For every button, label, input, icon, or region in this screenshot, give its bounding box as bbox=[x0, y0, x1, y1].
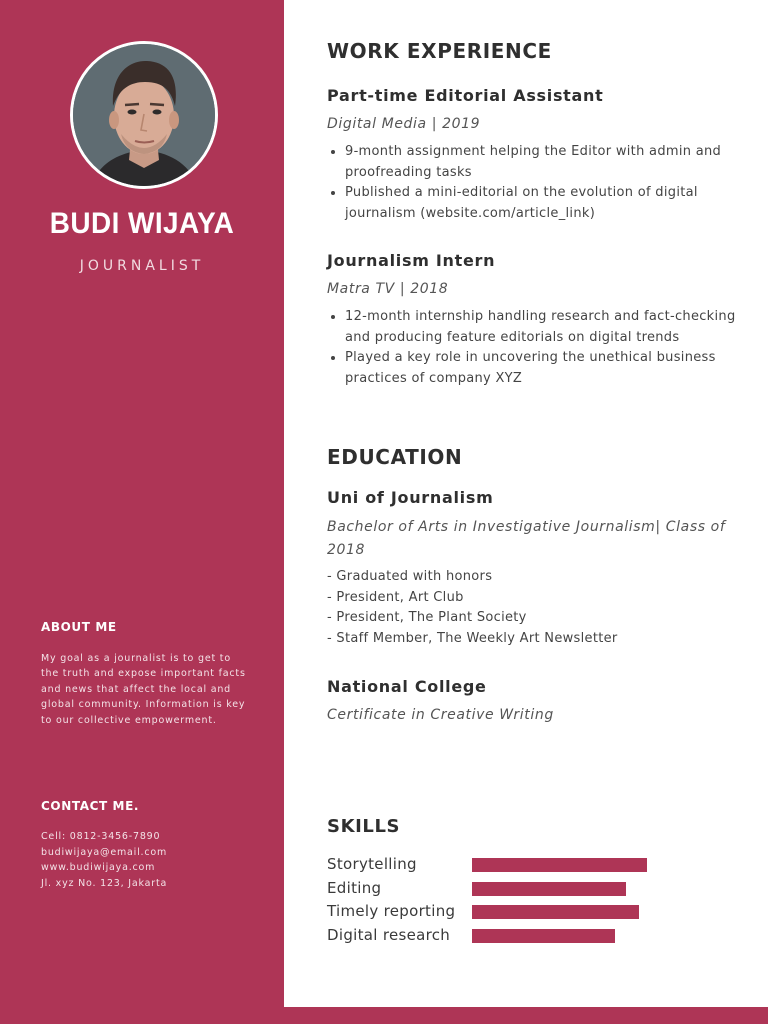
list-item: - President, The Plant Society bbox=[327, 610, 527, 625]
contact-website[interactable]: www.budiwijaya.com bbox=[41, 862, 156, 873]
about-heading: ABOUT ME bbox=[41, 620, 117, 634]
list-item: • Played a key role in uncovering the unethical business practices of company XYZ bbox=[345, 348, 745, 389]
skill-row bbox=[327, 926, 747, 950]
job-title: JOURNALIST bbox=[79, 258, 205, 274]
list-item: - Graduated with honors bbox=[327, 569, 493, 584]
skill-label: Timely reporting bbox=[327, 902, 456, 920]
skill-label: Storytelling bbox=[327, 855, 417, 873]
bottom-accent-bar bbox=[284, 1007, 768, 1024]
list-item: - President, Art Club bbox=[327, 589, 464, 605]
portrait-image bbox=[73, 44, 215, 186]
job-2-title: Journalism Intern bbox=[327, 251, 496, 270]
contact-address: Jl. xyz No. 123, Jakarta bbox=[41, 877, 168, 889]
about-text: My goal as a journalist is to get to the truth and expose important facts and news that affect the local and global community. Information is key to our collective empowerment. bbox=[41, 653, 246, 726]
list-item: • Published a mini-editorial on the evolution of digital journalism (website.com/article_link) bbox=[345, 183, 745, 224]
skill-row bbox=[327, 902, 747, 926]
skill-level-bar bbox=[472, 858, 647, 872]
person-name: BUDI WIJAYA bbox=[49, 207, 235, 240]
skill-level-bar bbox=[472, 882, 626, 896]
contact-heading: CONTACT ME. bbox=[41, 799, 140, 813]
skill-level-bar bbox=[472, 905, 639, 919]
job-2-bullets bbox=[327, 307, 745, 389]
list-item: • 9-month assignment helping the Editor with admin and proofreading tasks bbox=[345, 142, 745, 183]
job-1-title: Part-time Editorial Assistant bbox=[327, 86, 604, 105]
job-1-bullets bbox=[327, 142, 745, 224]
school-2-name: National College bbox=[327, 677, 487, 696]
skill-level-bar bbox=[472, 929, 615, 943]
school-2-degree: Certificate in Creative Writing bbox=[327, 707, 554, 723]
profile-photo bbox=[70, 41, 218, 189]
skill-label: Editing bbox=[327, 879, 382, 897]
skill-row bbox=[327, 855, 747, 879]
skill-row bbox=[327, 879, 747, 903]
contact-list bbox=[41, 829, 167, 891]
skill-track bbox=[472, 905, 662, 919]
education-heading: EDUCATION bbox=[327, 445, 463, 469]
contact-phone: Cell: 0812-3456-7890 bbox=[41, 831, 161, 842]
school-1-items bbox=[327, 567, 618, 649]
skill-track bbox=[472, 858, 662, 872]
skill-label: Digital research bbox=[327, 926, 451, 944]
sidebar bbox=[0, 0, 284, 1024]
school-1-degree: Bachelor of Arts in Investigative Journalism| Class of 2018 bbox=[327, 519, 726, 558]
work-experience-heading: WORK EXPERIENCE bbox=[327, 39, 552, 63]
list-item: - Staff Member, The Weekly Art Newsletter bbox=[327, 630, 618, 646]
contact-email[interactable]: budiwijaya@email.com bbox=[41, 846, 168, 858]
list-item: • 12-month internship handling research and fact-checking and producing feature editorials on digital trends bbox=[345, 307, 745, 348]
skills-heading: SKILLS bbox=[327, 816, 401, 837]
job-1-meta: Digital Media | 2019 bbox=[327, 116, 481, 132]
job-2-meta: Matra TV | 2018 bbox=[327, 281, 449, 297]
skill-track bbox=[472, 929, 662, 943]
school-1-name: Uni of Journalism bbox=[327, 488, 494, 507]
skill-track bbox=[472, 882, 662, 896]
